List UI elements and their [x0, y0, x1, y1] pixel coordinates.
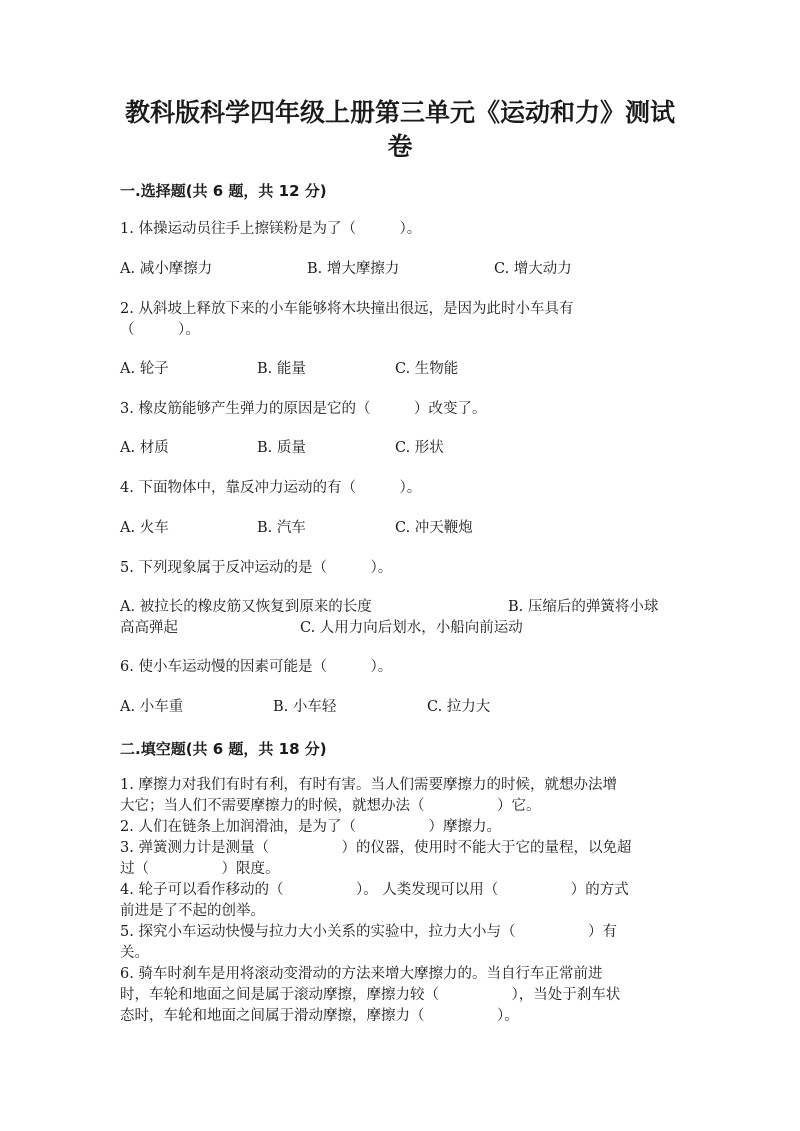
option-a: A. 减小摩擦力: [120, 261, 213, 277]
option-a: A. 小车重: [120, 699, 184, 715]
fill-line: 过（ ）限度。: [120, 861, 280, 877]
question-4-options: [120, 517, 720, 539]
option-c: C. 增大动力: [494, 261, 572, 277]
fill-line: 时，车轮和地面之间是属于滚动摩擦，摩擦力较（ ），当处于刹车状: [120, 987, 621, 1003]
title-line-1: 教科版科学四年级上册第三单元《运动和力》测试: [124, 98, 675, 127]
question-1-options: [120, 258, 720, 280]
option-a: A. 轮子: [120, 361, 169, 377]
fill-line: 1. 摩擦力对我们有时有利，有时有害。当人们需要摩擦力的时候，就想办法增: [120, 777, 617, 793]
option-c: C. 生物能: [395, 361, 459, 377]
fill-line: 5. 探究小车运动快慢与拉力大小关系的实验中，拉力大小与（ ）有: [120, 924, 617, 940]
question-5: 5. 下列现象属于反冲运动的是（ ）。: [120, 560, 393, 576]
question-1: 1. 体操运动员往手上擦镁粉是为了（ ）。: [120, 221, 422, 237]
option-b-cont: 高高弹起: [120, 620, 178, 636]
fill-line: 关。: [120, 945, 149, 961]
option-a: A. 火车: [120, 520, 169, 536]
option-c: C. 人用力向后划水，小船向前运动: [300, 620, 523, 636]
option-a: A. 被拉长的橡皮筋又恢复到原来的长度: [120, 599, 372, 615]
question-4: 4. 下面物体中，靠反冲力运动的有（ ）。: [120, 480, 422, 496]
question-2-cont: （ ）。: [120, 322, 200, 338]
fill-line: 2. 人们在链条上加润滑油，是为了（ ）摩擦力。: [120, 819, 501, 835]
option-c: C. 冲天鞭炮: [395, 520, 473, 536]
question-5-options-row2: [120, 617, 720, 639]
fill-line: 3. 弹簧测力计是测量（ ）的仪器，使用时不能大于它的量程，以免超: [120, 840, 632, 856]
question-5-options-row1: [120, 596, 720, 618]
option-b: B. 增大摩擦力: [307, 261, 400, 277]
title-line-2: 卷: [387, 132, 413, 161]
fill-line: 4. 轮子可以看作移动的（ ）。 人类发现可以用（ ）的方式: [120, 882, 629, 898]
fill-line: 态时，车轮和地面之间属于滑动摩擦，摩擦力（ ）。: [120, 1008, 519, 1024]
option-b: B. 质量: [257, 440, 306, 456]
question-6: 6. 使小车运动慢的因素可能是（ ）。: [120, 659, 393, 675]
question-2-options: [120, 358, 720, 380]
section-heading-fill: 二.填空题(共 6 题，共 18 分): [120, 740, 327, 758]
option-c: C. 拉力大: [427, 699, 491, 715]
option-b: B. 能量: [257, 361, 306, 377]
option-b: B. 小车轻: [273, 699, 337, 715]
option-b: B. 汽车: [257, 520, 306, 536]
question-3-options: [120, 437, 720, 459]
fill-line: 前进是了不起的创举。: [120, 903, 265, 919]
question-2: 2. 从斜坡上释放下来的小车能够将木块撞出很远，是因为此时小车具有: [120, 301, 574, 317]
section-heading-choice: 一.选择题(共 6 题，共 12 分): [120, 182, 327, 200]
option-a: A. 材质: [120, 440, 169, 456]
fill-line: 6. 骑车时刹车是用将滚动变滑动的方法来增大摩擦力的。当自行车正常前进: [120, 966, 603, 982]
page-title: [100, 96, 700, 164]
fill-line: 大它；当人们不需要摩擦力的时候，就想办法（ ）它。: [120, 798, 541, 814]
option-b: B. 压缩后的弹簧将小球: [508, 599, 659, 615]
fill-in-questions: [120, 775, 690, 1027]
question-3: 3. 橡皮筋能够产生弹力的原因是它的（ ）改变了。: [120, 401, 487, 417]
option-c: C. 形状: [395, 440, 444, 456]
question-6-options: [120, 696, 720, 718]
